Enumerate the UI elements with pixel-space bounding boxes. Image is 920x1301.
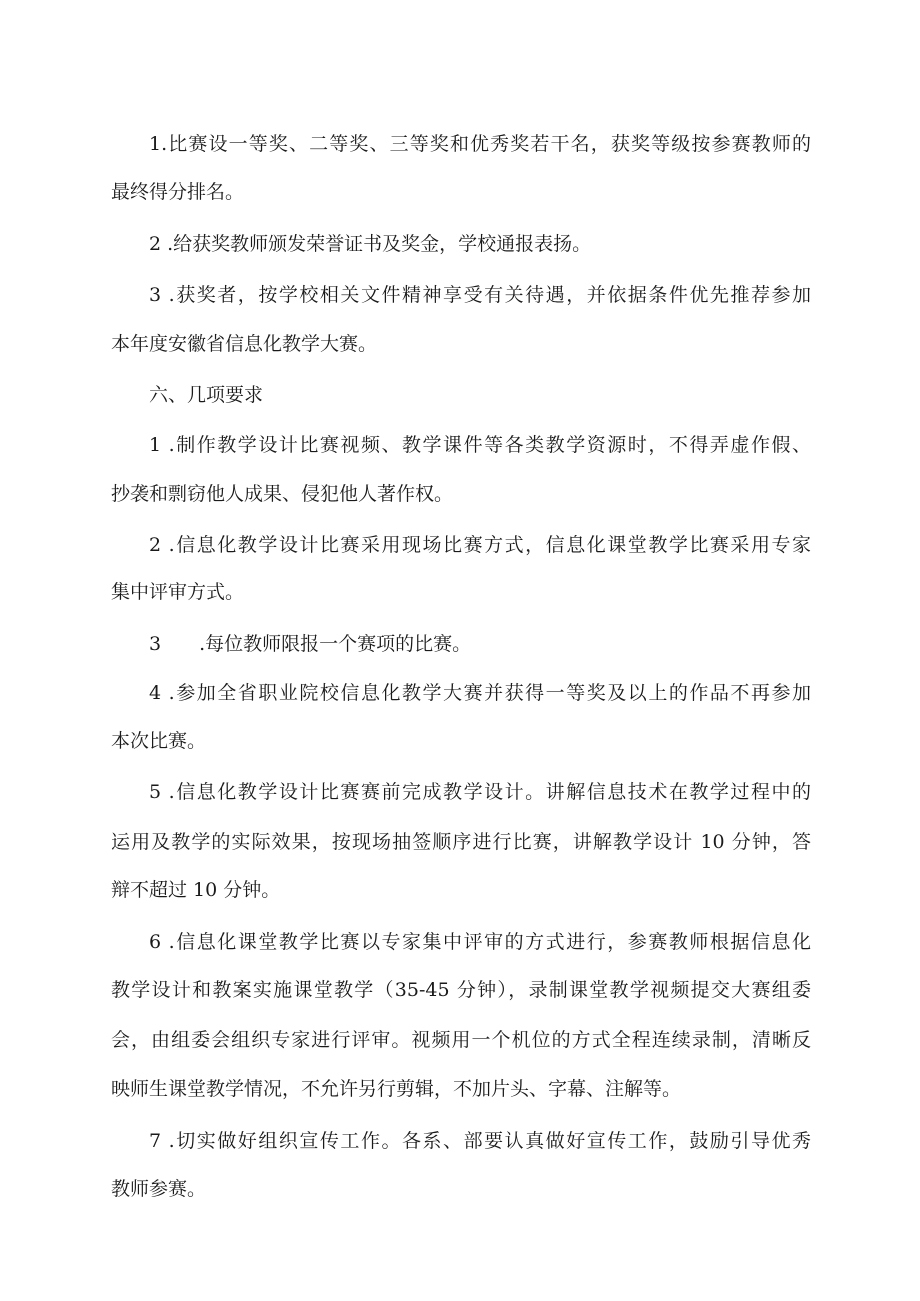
requirement-5-line-2: 运用及教学的实际效果，按现场抽签顺序进行比赛，讲解教学设计 10 分钟，答 — [111, 831, 811, 853]
requirement-6-line-3: 会，由组委会组织专家进行评审。视频用一个机位的方式全程连续录制，清晰反 — [111, 1029, 811, 1051]
award-item-1-line-2: 最终得分排名。 — [111, 181, 245, 203]
requirement-6-line-4: 映师生课堂教学情况，不允许另行剪辑，不加片头、字幕、注解等。 — [111, 1078, 682, 1100]
award-item-1-line-1: 1.比赛设一等奖、二等奖、三等奖和优秀奖若干名，获奖等级按参赛教师的 — [149, 133, 811, 155]
requirement-7-line-2: 教师参赛。 — [111, 1178, 207, 1200]
section-heading-requirements: 六、几项要求 — [149, 384, 264, 406]
requirement-4-line-2: 本次比赛。 — [111, 730, 207, 752]
award-item-2: 2 .给获奖教师颁发荣誉证书及奖金，学校通报表扬。 — [149, 233, 592, 255]
requirement-5-line-1: 5 .信息化教学设计比赛赛前完成教学设计。讲解信息技术在教学过程中的 — [149, 781, 811, 803]
requirement-2-line-1: 2 .信息化教学设计比赛采用现场比赛方式，信息化课堂教学比赛采用专家 — [149, 534, 811, 556]
requirement-5-line-3: 辩不超过 10 分钟。 — [111, 879, 281, 901]
requirement-7-line-1: 7 .切实做好组织宣传工作。各系、部要认真做好宣传工作，鼓励引导优秀 — [149, 1130, 811, 1152]
requirement-6-line-1: 6 .信息化课堂教学比赛以专家集中评审的方式进行，参赛教师根据信息化 — [149, 931, 811, 953]
requirement-2-line-2: 集中评审方式。 — [111, 581, 245, 603]
award-item-3-line-2: 本年度安徽省信息化教学大赛。 — [111, 333, 378, 355]
requirement-6-line-2: 教学设计和教案实施课堂教学（35-45 分钟），录制课堂教学视频提交大赛组委 — [111, 979, 811, 1001]
requirement-4-line-1: 4 .参加全省职业院校信息化教学大赛并获得一等奖及以上的作品不再参加 — [149, 682, 811, 704]
requirement-3: 3 .每位教师限报一个赛项的比赛。 — [149, 633, 472, 655]
award-item-3-line-1: 3 .获奖者，按学校相关文件精神享受有关待遇，并依据条件优先推荐参加 — [149, 284, 811, 306]
requirement-1-line-2: 抄袭和剽窃他人成果、侵犯他人著作权。 — [111, 483, 454, 505]
requirement-1-line-1: 1 .制作教学设计比赛视频、教学课件等各类教学资源时，不得弄虚作假、 — [149, 434, 811, 456]
